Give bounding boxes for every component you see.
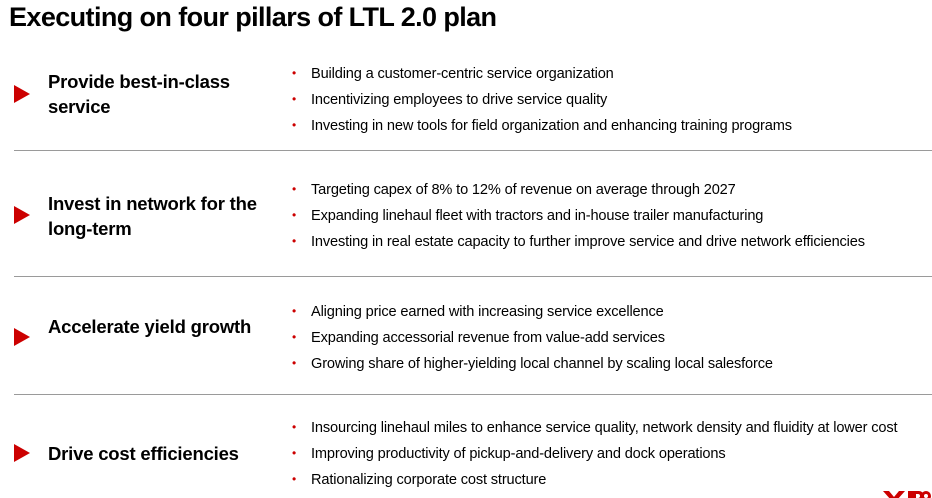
brand-logo [880,488,932,498]
pillar-title: Drive cost efficiencies [48,443,239,464]
bullet-dot-icon: • [292,420,297,434]
bullet-dot-icon: • [292,446,297,460]
xpo-logo-icon [880,491,932,498]
bullet-dot-icon: • [292,66,297,80]
bullet-text: Expanding accessorial revenue from value-add services [311,330,665,346]
bullet-text: Investing in real estate capacity to further improve service and drive network efficiencies [311,234,865,250]
list-item [292,229,865,255]
list-item [292,325,773,351]
list-item [292,441,897,467]
pillar-title: Invest in network for the long-term [48,193,257,239]
bullet-dot-icon: • [292,472,297,486]
bullet-text: Incentivizing employees to drive service quality [311,92,608,108]
bullet-list [292,299,773,377]
section-divider [14,394,932,395]
bullet-dot-icon: • [292,208,297,222]
triangle-right-icon [14,206,30,224]
bullet-text: Investing in new tools for field organization and enhancing training programs [311,118,792,134]
list-item [292,467,897,493]
bullet-text: Growing share of higher-yielding local channel by scaling local salesforce [311,356,773,372]
bullet-dot-icon: • [292,92,297,106]
bullet-list [292,61,792,139]
triangle-right-icon [14,85,30,103]
bullet-dot-icon: • [292,330,297,344]
section-divider [14,276,932,277]
bullet-text: Improving productivity of pickup-and-delivery and dock operations [311,446,726,462]
triangle-right-icon [14,328,30,346]
pillar-title: Accelerate yield growth [48,316,252,337]
bullet-text: Aligning price earned with increasing service excellence [311,304,664,320]
list-item [292,299,773,325]
list-item [292,177,865,203]
bullet-text: Expanding linehaul fleet with tractors and in-house trailer manufacturing [311,208,764,224]
bullet-text: Targeting capex of 8% to 12% of revenue on average through 2027 [311,182,736,198]
bullet-dot-icon: • [292,356,297,370]
bullet-dot-icon: • [292,118,297,132]
slide-title: Executing on four pillars of LTL 2.0 plan [9,2,497,32]
bullet-dot-icon: • [292,182,297,196]
section-divider [14,150,932,151]
pillar-title: Provide best-in-class service [48,71,230,117]
list-item [292,203,865,229]
list-item [292,61,792,87]
bullet-text: Rationalizing corporate cost structure [311,472,547,488]
triangle-right-icon [14,444,30,462]
list-item [292,351,773,377]
list-item [292,87,792,113]
bullet-text: Insourcing linehaul miles to enhance service quality, network density and fluidity at lower cost [311,420,898,436]
list-item [292,415,897,441]
bullet-text: Building a customer-centric service organization [311,66,614,82]
bullet-dot-icon: • [292,234,297,248]
bullet-list [292,415,897,493]
bullet-list [292,177,865,255]
bullet-dot-icon: • [292,304,297,318]
list-item [292,113,792,139]
